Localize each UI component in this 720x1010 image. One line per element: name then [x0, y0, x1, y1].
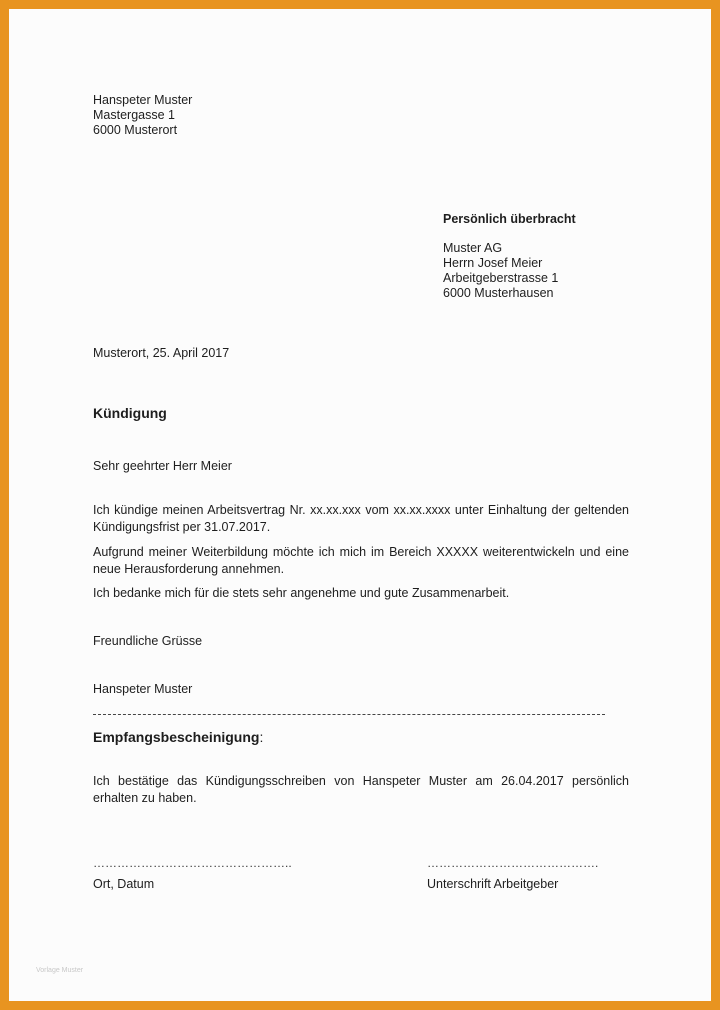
paragraph-3: Ich bedanke mich für die stets sehr angenehme und gute Zusammenarbeit.: [93, 586, 510, 600]
receipt-text: Ich bestätige das Kündigungsschreiben von Hanspeter Muster am 26.04.2017 persönlich erhalten zu haben.: [93, 774, 629, 805]
place-date: Musterort, 25. April 2017: [93, 346, 230, 360]
receipt-title-suffix: :: [259, 729, 264, 745]
subject-title: Kündigung: [93, 405, 167, 421]
place-date-line: …………………………………………..: [93, 856, 292, 870]
watermark: Vorlage Muster: [36, 967, 84, 974]
closing: Freundliche Grüsse: [93, 634, 203, 648]
place-date-label: Ort, Datum: [93, 877, 155, 891]
recipient-street: Arbeitgeberstrasse 1: [443, 271, 559, 285]
sender-street: Mastergasse 1: [93, 108, 175, 122]
paragraph-2: Aufgrund meiner Weiterbildung möchte ich mich im Bereich XXXXX weiterentwickeln und eine neue Herausforderung annehmen.: [93, 545, 629, 576]
sender-city: 6000 Musterort: [93, 123, 178, 137]
separator-line: [93, 714, 605, 715]
receipt-title: Empfangsbescheinigung: [93, 729, 260, 745]
signature-line: …………………………………….: [427, 856, 599, 870]
recipient-person: Herrn Josef Meier: [443, 256, 543, 270]
signature-name: Hanspeter Muster: [93, 682, 193, 696]
signature-label: Unterschrift Arbeitgeber: [427, 877, 559, 891]
paragraph-1: Ich kündige meinen Arbeitsvertrag Nr. xx.xx.xxx vom xx.xx.xxxx unter Einhaltung der geltenden Kündigungsfrist per 31.07.2017.: [93, 503, 629, 534]
sender-name: Hanspeter Muster: [93, 93, 193, 107]
salutation: Sehr geehrter Herr Meier: [93, 459, 232, 473]
delivery-note: Persönlich überbracht: [443, 212, 576, 226]
sender-address: [93, 93, 192, 138]
recipient-company: Muster AG: [443, 241, 503, 255]
receipt-heading: [93, 730, 263, 745]
recipient-city: 6000 Musterhausen: [443, 286, 554, 300]
recipient-block: [443, 212, 576, 301]
